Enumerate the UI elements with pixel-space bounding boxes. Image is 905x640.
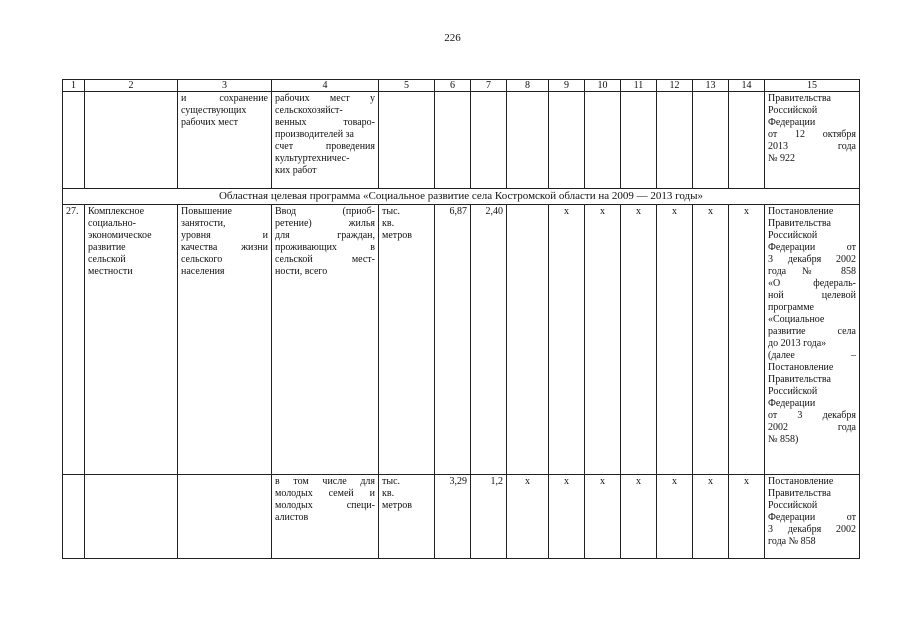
cell-line: ной целевой bbox=[768, 290, 856, 301]
cell-line: Постановление bbox=[768, 362, 834, 373]
cell-line: сельскохозяйст- bbox=[275, 105, 343, 116]
cell-goal bbox=[178, 475, 272, 559]
cell-line: «О федераль- bbox=[768, 278, 856, 289]
col-header: 3 bbox=[178, 80, 272, 92]
cell-line: развитие села bbox=[768, 326, 856, 337]
cell-line: рабочих мест у bbox=[275, 93, 375, 104]
cell-line: существующих bbox=[181, 105, 247, 116]
col-header: 14 bbox=[729, 80, 765, 92]
col-header: 6 bbox=[435, 80, 471, 92]
cell-line: производителей за bbox=[275, 129, 354, 140]
cell-unit bbox=[379, 92, 435, 189]
cell-value: 6,87 bbox=[435, 205, 471, 475]
cell-line: Федерации bbox=[768, 117, 816, 128]
cell-value: х bbox=[693, 475, 729, 559]
col-header: 7 bbox=[471, 80, 507, 92]
program-table bbox=[62, 79, 860, 559]
cell-line: занятости, bbox=[181, 218, 226, 229]
cell-line: 3 декабря 2002 bbox=[768, 524, 856, 535]
cell-indicator bbox=[272, 92, 379, 189]
cell-line: для граждан, bbox=[275, 230, 375, 241]
cell-line: Правительства bbox=[768, 488, 831, 499]
cell-value: 1,2 bbox=[471, 475, 507, 559]
cell-value: х bbox=[549, 475, 585, 559]
cell-num: 27. bbox=[63, 205, 85, 475]
cell-line: Комплексное bbox=[88, 206, 145, 217]
cell-line: тыс. bbox=[382, 206, 401, 217]
cell-indicator bbox=[272, 205, 379, 475]
cell-line: сельской мест- bbox=[275, 254, 375, 265]
cell-direction bbox=[85, 475, 178, 559]
cell-line: (далее – bbox=[768, 350, 856, 361]
cell-line: до 2013 года» bbox=[768, 338, 827, 349]
cell-line: программе bbox=[768, 302, 814, 313]
cell-line: Постановление bbox=[768, 206, 834, 217]
cell-value bbox=[471, 92, 507, 189]
cell-line: Федерации bbox=[768, 398, 816, 409]
cell-line: населения bbox=[181, 266, 225, 277]
cell-line: социально- bbox=[88, 218, 136, 229]
col-header: 4 bbox=[272, 80, 379, 92]
cell-line: и сохранение bbox=[181, 93, 268, 104]
cell-value: 3,29 bbox=[435, 475, 471, 559]
cell-source bbox=[765, 92, 860, 189]
col-header: 9 bbox=[549, 80, 585, 92]
cell-value: х bbox=[585, 475, 621, 559]
cell-line: Ввод (приоб- bbox=[275, 206, 375, 217]
table-row-27-sub bbox=[63, 475, 860, 559]
cell-source bbox=[765, 475, 860, 559]
cell-line: счет проведения bbox=[275, 141, 375, 152]
program-title: Областная целевая программа «Социальное развитие села Костромской области на 2009 — 2013 годы» bbox=[63, 189, 860, 205]
cell-line: «Социальное bbox=[768, 314, 825, 325]
cell-line: местности bbox=[88, 266, 133, 277]
cell-line: метров bbox=[382, 230, 412, 241]
cell-line: № 858) bbox=[768, 434, 799, 445]
cell-line: в том числе для bbox=[275, 476, 375, 487]
cell-line: культуртехничес- bbox=[275, 153, 350, 164]
cell-line: Российской bbox=[768, 386, 818, 397]
cell-line: проживающих в bbox=[275, 242, 375, 253]
program-title-row bbox=[63, 189, 860, 205]
cell-value bbox=[507, 92, 549, 189]
cell-value: х bbox=[729, 205, 765, 475]
cell-value: 2,40 bbox=[471, 205, 507, 475]
cell-direction bbox=[85, 92, 178, 189]
cell-value: х bbox=[507, 475, 549, 559]
cell-line: Российской bbox=[768, 230, 818, 241]
cell-line: года № 858 bbox=[768, 266, 856, 277]
cell-value bbox=[621, 92, 657, 189]
cell-value: х bbox=[549, 205, 585, 475]
cell-value: х bbox=[585, 205, 621, 475]
cell-source bbox=[765, 205, 860, 475]
cell-line: от 12 октября bbox=[768, 129, 856, 140]
cell-line: тыс. bbox=[382, 476, 401, 487]
cell-value: х bbox=[729, 475, 765, 559]
col-header: 5 bbox=[379, 80, 435, 92]
cell-value: х bbox=[621, 205, 657, 475]
col-header: 10 bbox=[585, 80, 621, 92]
cell-value: х bbox=[693, 205, 729, 475]
cell-line: Правительства bbox=[768, 93, 831, 104]
cell-line: № 922 bbox=[768, 153, 796, 164]
cell-line: сельского bbox=[181, 254, 223, 265]
col-header: 13 bbox=[693, 80, 729, 92]
cell-line: Российской bbox=[768, 500, 818, 511]
cell-goal bbox=[178, 205, 272, 475]
cell-line: 2013 года bbox=[768, 141, 856, 152]
cell-unit bbox=[379, 475, 435, 559]
cell-line: 2002 года bbox=[768, 422, 856, 433]
cell-line: сельской bbox=[88, 254, 126, 265]
cell-value bbox=[729, 92, 765, 189]
page-number: 226 bbox=[444, 32, 461, 44]
cell-line: 3 декабря 2002 bbox=[768, 254, 856, 265]
cell-line: уровня и bbox=[181, 230, 268, 241]
cell-line: Повышение bbox=[181, 206, 232, 217]
cell-value bbox=[657, 92, 693, 189]
cell-line: ретение) жилья bbox=[275, 218, 375, 229]
cell-value: х bbox=[657, 205, 693, 475]
cell-value bbox=[585, 92, 621, 189]
cell-line: венных товаро- bbox=[275, 117, 375, 128]
col-header: 12 bbox=[657, 80, 693, 92]
cell-indicator bbox=[272, 475, 379, 559]
cell-value bbox=[549, 92, 585, 189]
table-row-continued bbox=[63, 92, 860, 189]
table-row-27 bbox=[63, 205, 860, 475]
cell-line: Правительства bbox=[768, 374, 831, 385]
cell-value: х bbox=[657, 475, 693, 559]
cell-line: молодых семей и bbox=[275, 488, 375, 499]
cell-line: Российской bbox=[768, 105, 818, 116]
col-header: 8 bbox=[507, 80, 549, 92]
column-numbers-row bbox=[63, 80, 860, 92]
cell-num bbox=[63, 475, 85, 559]
col-header: 1 bbox=[63, 80, 85, 92]
cell-line: Федерации от bbox=[768, 512, 856, 523]
cell-line: развитие bbox=[88, 242, 126, 253]
cell-line: молодых специ- bbox=[275, 500, 375, 511]
cell-line: рабочих мест bbox=[181, 117, 238, 128]
cell-line: экономическое bbox=[88, 230, 152, 241]
cell-line: Правительства bbox=[768, 218, 831, 229]
cell-line: Федерации от bbox=[768, 242, 856, 253]
cell-goal bbox=[178, 92, 272, 189]
cell-line: кв. bbox=[382, 488, 395, 499]
cell-value bbox=[435, 92, 471, 189]
cell-value: х bbox=[621, 475, 657, 559]
cell-line: от 3 декабря bbox=[768, 410, 856, 421]
cell-line: ности, всего bbox=[275, 266, 328, 277]
cell-line: Постановление bbox=[768, 476, 834, 487]
cell-line: ких работ bbox=[275, 165, 317, 176]
cell-unit bbox=[379, 205, 435, 475]
cell-line: качества жизни bbox=[181, 242, 268, 253]
cell-value bbox=[507, 205, 549, 475]
cell-value bbox=[693, 92, 729, 189]
cell-line: кв. bbox=[382, 218, 395, 229]
cell-line: алистов bbox=[275, 512, 309, 523]
cell-line: метров bbox=[382, 500, 412, 511]
col-header: 15 bbox=[765, 80, 860, 92]
cell-direction bbox=[85, 205, 178, 475]
col-header: 2 bbox=[85, 80, 178, 92]
cell-num bbox=[63, 92, 85, 189]
cell-line: года № 858 bbox=[768, 536, 816, 547]
col-header: 11 bbox=[621, 80, 657, 92]
